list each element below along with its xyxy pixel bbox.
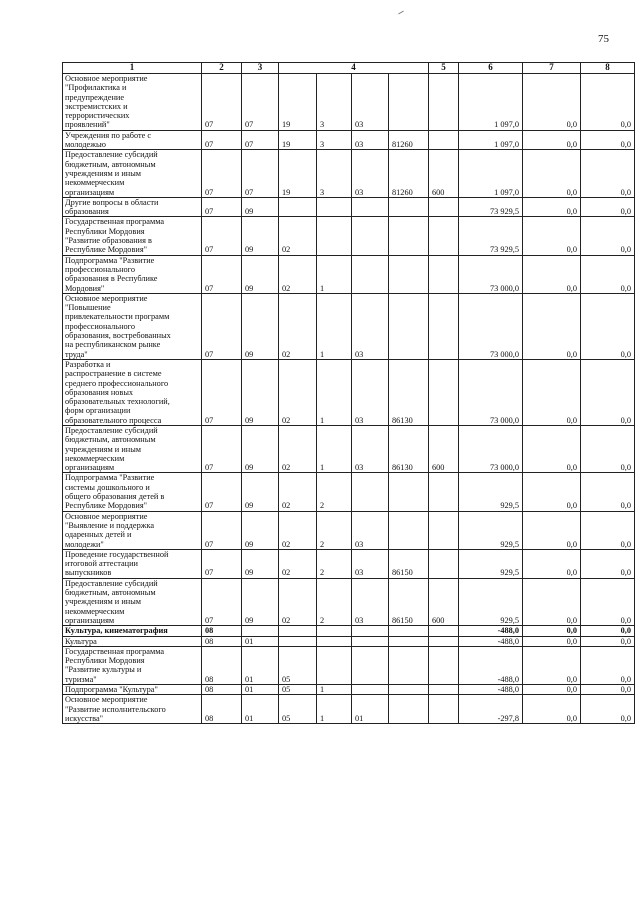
subsection-code-cell: 01 [242, 636, 279, 646]
section-code-cell: 07 [202, 217, 242, 255]
amount-2019-cell: 0,0 [523, 685, 581, 695]
row-name-cell: Государственная программа Республики Мордовия "Развитие культуры и туризма" [63, 646, 202, 684]
row-name-cell: Основное мероприятие "Повышение привлекательности программ профессионального образования, востребованных на республиканском рынке труда" [63, 293, 202, 359]
subprogram-code-cell: 1 [317, 359, 352, 425]
program-code-cell: 05 [279, 646, 317, 684]
program-code-cell: 02 [279, 255, 317, 293]
program-code-cell: 19 [279, 130, 317, 150]
amount-2020-cell: 0,0 [581, 130, 635, 150]
subsection-code-cell: 01 [242, 685, 279, 695]
subprogram-code-cell: 3 [317, 150, 352, 197]
amount-2020-cell: 0,0 [581, 646, 635, 684]
expense-type-cell [429, 473, 459, 511]
amount-cell: 929,5 [459, 511, 523, 549]
scan-mark [398, 11, 404, 15]
subsection-code-cell: 09 [242, 255, 279, 293]
amount-2020-cell: 0,0 [581, 425, 635, 472]
header-cell-3: 3 [242, 63, 279, 74]
direction-code-cell: 86130 [389, 425, 429, 472]
amount-cell: -488,0 [459, 636, 523, 646]
subsection-code-cell: 09 [242, 549, 279, 578]
direction-code-cell [389, 473, 429, 511]
amount-2020-cell: 0,0 [581, 636, 635, 646]
subsection-code-cell [242, 626, 279, 636]
direction-code-cell [389, 636, 429, 646]
direction-code-cell [389, 197, 429, 217]
program-code-cell: 02 [279, 217, 317, 255]
program-code-cell: 19 [279, 74, 317, 131]
section-code-cell: 07 [202, 578, 242, 625]
direction-code-cell [389, 255, 429, 293]
table-row [63, 359, 635, 425]
amount-cell: 1 097,0 [459, 130, 523, 150]
amount-2020-cell: 0,0 [581, 217, 635, 255]
section-code-cell: 07 [202, 425, 242, 472]
activity-code-cell [352, 217, 389, 255]
amount-2019-cell: 0,0 [523, 150, 581, 197]
amount-2019-cell: 0,0 [523, 217, 581, 255]
program-code-cell [279, 197, 317, 217]
amount-2019-cell: 0,0 [523, 636, 581, 646]
amount-2020-cell: 0,0 [581, 549, 635, 578]
section-code-cell: 07 [202, 293, 242, 359]
activity-code-cell [352, 473, 389, 511]
table-row [63, 626, 635, 636]
subprogram-code-cell [317, 217, 352, 255]
expense-type-cell [429, 549, 459, 578]
table-row [63, 74, 635, 131]
direction-code-cell [389, 217, 429, 255]
activity-code-cell [352, 255, 389, 293]
direction-code-cell [389, 646, 429, 684]
expense-type-cell [429, 293, 459, 359]
direction-code-cell: 81260 [389, 150, 429, 197]
amount-2020-cell: 0,0 [581, 293, 635, 359]
row-name-cell: Другие вопросы в области образования [63, 197, 202, 217]
direction-code-cell [389, 695, 429, 724]
amount-2019-cell: 0,0 [523, 473, 581, 511]
table-row [63, 293, 635, 359]
amount-cell: 73 929,5 [459, 197, 523, 217]
row-name-cell: Культура, кинематография [63, 626, 202, 636]
activity-code-cell: 03 [352, 425, 389, 472]
section-code-cell: 07 [202, 150, 242, 197]
amount-2020-cell: 0,0 [581, 511, 635, 549]
amount-cell: 929,5 [459, 473, 523, 511]
activity-code-cell [352, 646, 389, 684]
row-name-cell: Культура [63, 636, 202, 646]
header-cell-8: 8 [581, 63, 635, 74]
amount-cell: 73 000,0 [459, 359, 523, 425]
subprogram-code-cell [317, 636, 352, 646]
amount-2020-cell: 0,0 [581, 626, 635, 636]
amount-2019-cell: 0,0 [523, 130, 581, 150]
row-name-cell: Основное мероприятие "Выявление и поддержка одаренных детей и молодежи" [63, 511, 202, 549]
section-code-cell: 07 [202, 511, 242, 549]
subprogram-code-cell: 3 [317, 130, 352, 150]
subsection-code-cell: 09 [242, 425, 279, 472]
row-name-cell: Подпрограмма "Развитие профессионального образования в Республике Мордовия" [63, 255, 202, 293]
direction-code-cell [389, 626, 429, 636]
subsection-code-cell: 09 [242, 578, 279, 625]
expense-type-cell [429, 130, 459, 150]
subsection-code-cell: 09 [242, 217, 279, 255]
subsection-code-cell: 09 [242, 293, 279, 359]
amount-cell: -488,0 [459, 685, 523, 695]
table-row [63, 695, 635, 724]
amount-cell: 73 000,0 [459, 255, 523, 293]
amount-2020-cell: 0,0 [581, 359, 635, 425]
activity-code-cell: 03 [352, 549, 389, 578]
subsection-code-cell: 01 [242, 695, 279, 724]
row-name-cell: Подпрограмма "Развитие системы дошкольного и общего образования детей в Республике Мордовия" [63, 473, 202, 511]
expense-type-cell [429, 74, 459, 131]
expense-type-cell [429, 685, 459, 695]
amount-cell: -297,8 [459, 695, 523, 724]
table-row [63, 685, 635, 695]
activity-code-cell: 03 [352, 578, 389, 625]
program-code-cell: 05 [279, 685, 317, 695]
program-code-cell [279, 626, 317, 636]
expense-type-cell [429, 255, 459, 293]
subprogram-code-cell: 2 [317, 549, 352, 578]
subprogram-code-cell: 2 [317, 578, 352, 625]
section-code-cell: 07 [202, 255, 242, 293]
amount-2019-cell: 0,0 [523, 293, 581, 359]
program-code-cell: 02 [279, 359, 317, 425]
table-row [63, 578, 635, 625]
table-row [63, 511, 635, 549]
activity-code-cell [352, 685, 389, 695]
subprogram-code-cell: 2 [317, 511, 352, 549]
amount-2019-cell: 0,0 [523, 646, 581, 684]
direction-code-cell [389, 511, 429, 549]
amount-cell: 73 000,0 [459, 293, 523, 359]
row-name-cell: Предоставление субсидий бюджетным, автономным учреждениям и иным некоммерческим организациям [63, 578, 202, 625]
row-name-cell: Предоставление субсидий бюджетным, автономным учреждениям и иным некоммерческим организациям [63, 150, 202, 197]
subsection-code-cell: 09 [242, 197, 279, 217]
subsection-code-cell: 07 [242, 130, 279, 150]
subprogram-code-cell: 1 [317, 685, 352, 695]
row-name-cell: Подпрограмма "Культура" [63, 685, 202, 695]
section-code-cell: 08 [202, 636, 242, 646]
section-code-cell: 08 [202, 685, 242, 695]
header-row [63, 63, 635, 74]
program-code-cell [279, 636, 317, 646]
activity-code-cell: 03 [352, 359, 389, 425]
direction-code-cell [389, 293, 429, 359]
section-code-cell: 07 [202, 473, 242, 511]
table-row [63, 197, 635, 217]
amount-2019-cell: 0,0 [523, 197, 581, 217]
row-name-cell: Учреждения по работе с молодежью [63, 130, 202, 150]
subsection-code-cell: 01 [242, 646, 279, 684]
subsection-code-cell: 07 [242, 74, 279, 131]
table-row [63, 549, 635, 578]
amount-cell: 1 097,0 [459, 74, 523, 131]
header-cell-7: 7 [523, 63, 581, 74]
table-row [63, 255, 635, 293]
subprogram-code-cell: 3 [317, 74, 352, 131]
activity-code-cell: 03 [352, 74, 389, 131]
section-code-cell: 07 [202, 197, 242, 217]
subsection-code-cell: 09 [242, 359, 279, 425]
subsection-code-cell: 07 [242, 150, 279, 197]
subsection-code-cell: 09 [242, 511, 279, 549]
section-code-cell: 07 [202, 359, 242, 425]
header-cell-6: 6 [459, 63, 523, 74]
table-row [63, 150, 635, 197]
header-cell-5: 5 [429, 63, 459, 74]
amount-2019-cell: 0,0 [523, 578, 581, 625]
direction-code-cell: 86150 [389, 549, 429, 578]
activity-code-cell: 03 [352, 293, 389, 359]
subprogram-code-cell: 1 [317, 255, 352, 293]
expense-type-cell: 600 [429, 150, 459, 197]
subprogram-code-cell: 2 [317, 473, 352, 511]
direction-code-cell [389, 74, 429, 131]
subprogram-code-cell [317, 197, 352, 217]
section-code-cell: 07 [202, 74, 242, 131]
activity-code-cell: 03 [352, 150, 389, 197]
row-name-cell: Предоставление субсидий бюджетным, автономным учреждениям и иным некоммерческим организациям [63, 425, 202, 472]
amount-cell: 929,5 [459, 549, 523, 578]
amount-2019-cell: 0,0 [523, 549, 581, 578]
expense-type-cell: 600 [429, 425, 459, 472]
row-name-cell: Основное мероприятие "Профилактика и предупреждение экстремистских и террористических проявлений" [63, 74, 202, 131]
table-row [63, 130, 635, 150]
activity-code-cell: 01 [352, 695, 389, 724]
program-code-cell: 02 [279, 549, 317, 578]
amount-2020-cell: 0,0 [581, 197, 635, 217]
activity-code-cell: 03 [352, 130, 389, 150]
amount-cell: -488,0 [459, 626, 523, 636]
table-row [63, 217, 635, 255]
program-code-cell: 19 [279, 150, 317, 197]
table-row [63, 473, 635, 511]
row-name-cell: Основное мероприятие "Развитие исполнительского искусства" [63, 695, 202, 724]
amount-2019-cell: 0,0 [523, 255, 581, 293]
amount-2019-cell: 0,0 [523, 511, 581, 549]
table-row [63, 425, 635, 472]
amount-2020-cell: 0,0 [581, 578, 635, 625]
section-code-cell: 08 [202, 695, 242, 724]
amount-cell: -488,0 [459, 646, 523, 684]
amount-2019-cell: 0,0 [523, 695, 581, 724]
program-code-cell: 02 [279, 511, 317, 549]
expense-type-cell [429, 636, 459, 646]
amount-2020-cell: 0,0 [581, 695, 635, 724]
subprogram-code-cell: 1 [317, 695, 352, 724]
expense-type-cell [429, 646, 459, 684]
activity-code-cell [352, 636, 389, 646]
direction-code-cell: 86150 [389, 578, 429, 625]
amount-2019-cell: 0,0 [523, 425, 581, 472]
amount-2020-cell: 0,0 [581, 150, 635, 197]
direction-code-cell: 81260 [389, 130, 429, 150]
subprogram-code-cell: 1 [317, 293, 352, 359]
program-code-cell: 02 [279, 293, 317, 359]
expense-type-cell [429, 197, 459, 217]
direction-code-cell [389, 685, 429, 695]
subprogram-code-cell: 1 [317, 425, 352, 472]
activity-code-cell [352, 197, 389, 217]
amount-2019-cell: 0,0 [523, 74, 581, 131]
direction-code-cell: 86130 [389, 359, 429, 425]
budget-table-container [62, 62, 635, 724]
header-cell-2: 2 [202, 63, 242, 74]
amount-2020-cell: 0,0 [581, 255, 635, 293]
program-code-cell: 05 [279, 695, 317, 724]
table-row [63, 646, 635, 684]
page-number: 75 [598, 33, 609, 45]
section-code-cell: 07 [202, 549, 242, 578]
row-name-cell: Проведение государственной итоговой аттестации выпускников [63, 549, 202, 578]
expense-type-cell [429, 695, 459, 724]
row-name-cell: Государственная программа Республики Мордовия "Развитие образования в Республике Мордовия" [63, 217, 202, 255]
section-code-cell: 08 [202, 626, 242, 636]
expense-type-cell [429, 359, 459, 425]
row-name-cell: Разработка и распространение в системе среднего профессионального образования новых образовательных технологий, форм организации образовательного процесса [63, 359, 202, 425]
activity-code-cell [352, 626, 389, 636]
expense-type-cell [429, 217, 459, 255]
amount-2020-cell: 0,0 [581, 74, 635, 131]
amount-2020-cell: 0,0 [581, 473, 635, 511]
amount-2019-cell: 0,0 [523, 626, 581, 636]
program-code-cell: 02 [279, 578, 317, 625]
section-code-cell: 08 [202, 646, 242, 684]
header-cell-1: 1 [63, 63, 202, 74]
table-row [63, 636, 635, 646]
program-code-cell: 02 [279, 473, 317, 511]
budget-table [62, 62, 635, 724]
amount-cell: 73 000,0 [459, 425, 523, 472]
subprogram-code-cell [317, 626, 352, 636]
subsection-code-cell: 09 [242, 473, 279, 511]
program-code-cell: 02 [279, 425, 317, 472]
amount-2019-cell: 0,0 [523, 359, 581, 425]
amount-cell: 73 929,5 [459, 217, 523, 255]
expense-type-cell [429, 511, 459, 549]
subprogram-code-cell [317, 646, 352, 684]
expense-type-cell [429, 626, 459, 636]
amount-cell: 929,5 [459, 578, 523, 625]
expense-type-cell: 600 [429, 578, 459, 625]
section-code-cell: 07 [202, 130, 242, 150]
header-cell-4: 4 [279, 63, 429, 74]
amount-cell: 1 097,0 [459, 150, 523, 197]
amount-2020-cell: 0,0 [581, 685, 635, 695]
activity-code-cell: 03 [352, 511, 389, 549]
table-body [63, 74, 635, 724]
